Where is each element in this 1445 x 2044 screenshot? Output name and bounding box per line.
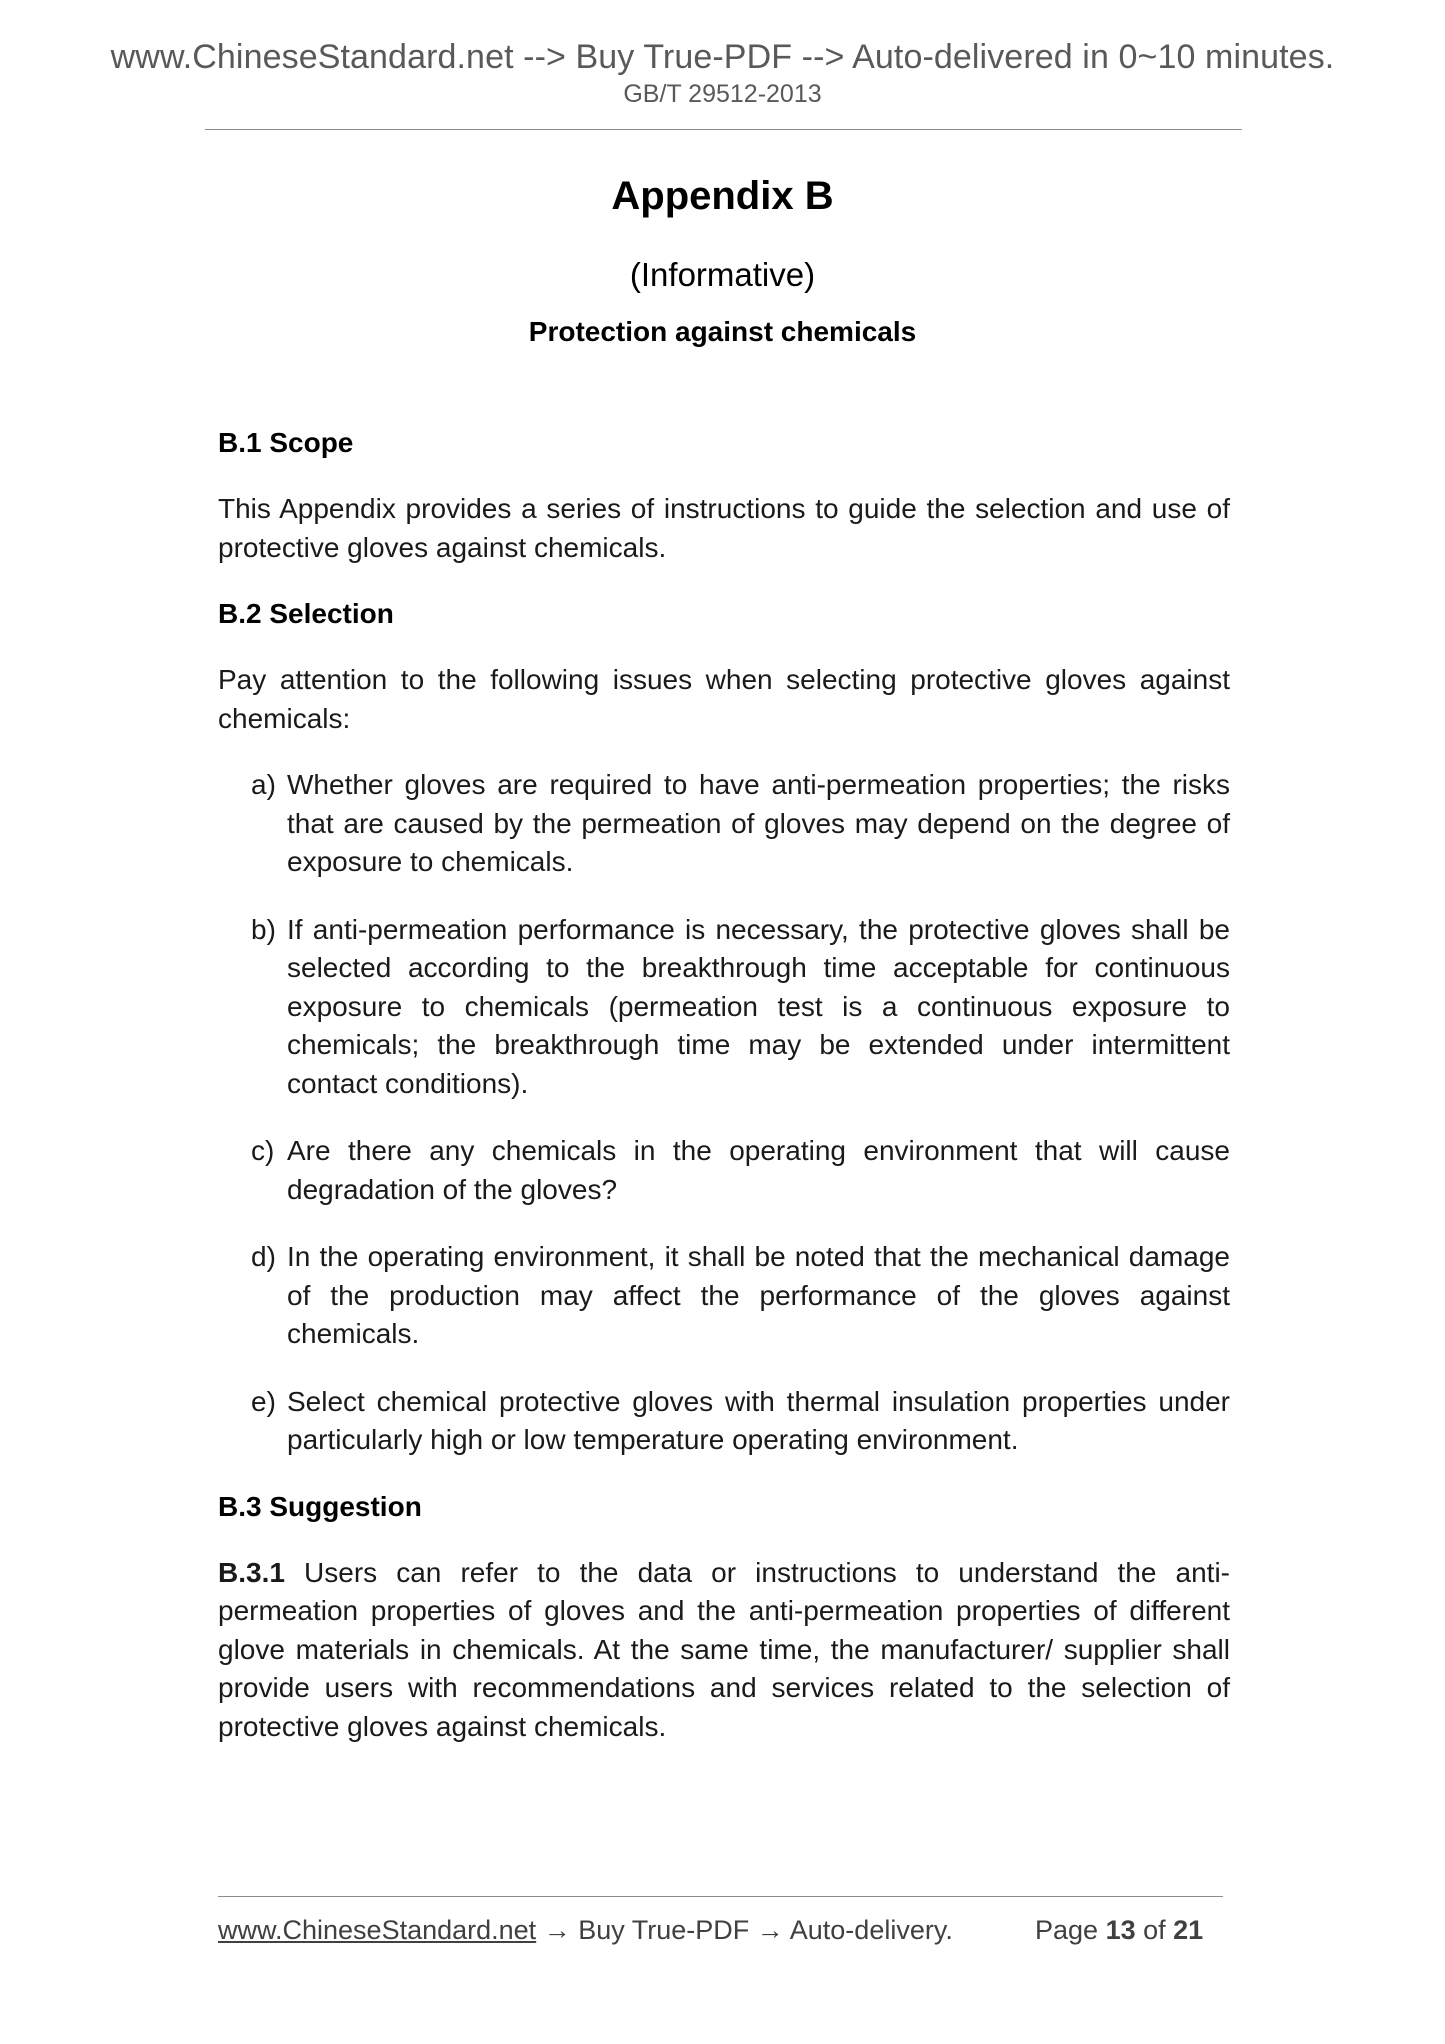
footer-arrow: → [749, 1915, 790, 1945]
list-item-text: If anti-permeation performance is necessary, the protective gloves shall be selected according to the breakthrough time acceptable for continuous exposure to chemicals (permeation test is a continuous exposure to chemicals; the breakthrough time may be extended under intermittent contact conditions). [287, 913, 1230, 1099]
page-number [1035, 1915, 1203, 1946]
footer-delivery-text: Auto-delivery. [789, 1915, 953, 1945]
list-item-marker: e) [251, 1385, 276, 1417]
list-item [218, 911, 1230, 1104]
list-item-text: Whether gloves are required to have anti-permeation properties; the risks that are caused by the permeation of gloves may depend on the degree of exposure to chemicals. [287, 769, 1230, 877]
clause-number: B.3.1 [218, 1556, 285, 1588]
appendix-type: (Informative) [629, 256, 816, 293]
list-item-marker: b) [251, 913, 276, 945]
section-heading-selection: B.2 Selection [218, 598, 394, 629]
footer-promo [218, 1915, 953, 1946]
document-code: GB/T 29512-2013 [623, 80, 822, 108]
list-item-text: Are there any chemicals in the operating environment that will cause degradation of the gloves? [287, 1135, 1230, 1205]
current-page: 13 [1105, 1915, 1136, 1945]
list-item [218, 1238, 1230, 1354]
section-heading-scope: B.1 Scope [218, 427, 354, 458]
footer-divider [218, 1896, 1223, 1897]
list-item [218, 766, 1230, 882]
footer-site-link[interactable]: www.ChineseStandard.net [218, 1915, 537, 1945]
of-label: of [1135, 1915, 1174, 1945]
list-item-text: Select chemical protective gloves with thermal insulation properties under particularly high or low temperature operating environment. [287, 1385, 1230, 1455]
section-heading-suggestion: B.3 Suggestion [218, 1490, 422, 1522]
header-divider [205, 129, 1242, 130]
list-item-marker: d) [251, 1241, 276, 1272]
suggestion-paragraph [218, 1554, 1230, 1747]
selection-intro-paragraph: Pay attention to the following issues when selecting protective gloves against chemicals: [218, 664, 1230, 734]
appendix-title: Appendix B [611, 174, 834, 218]
footer-arrow: → [536, 1915, 579, 1945]
total-pages: 21 [1173, 1915, 1204, 1945]
list-item-marker: a) [251, 769, 276, 800]
footer-buy-text: Buy True-PDF [578, 1915, 750, 1945]
scope-paragraph: This Appendix provides a series of instructions to guide the selection and use of protective gloves against chemicals. [218, 493, 1230, 563]
list-item [218, 1383, 1230, 1460]
header-banner: www.ChineseStandard.net --> Buy True-PDF --> Auto-delivered in 0~10 minutes. [110, 38, 1335, 76]
clause-text: Users can refer to the data or instructions to understand the anti-permeation properties of gloves and the anti-permeation properties of different glove materials in chemicals. At the same time, the manufacturer/ supplier shall provide users with recommendations and services related to the selection of protective gloves against chemicals. [218, 1556, 1230, 1742]
appendix-subtitle: Protection against chemicals [528, 316, 917, 347]
document-body [218, 424, 1230, 1774]
page-label: Page [1035, 1915, 1106, 1945]
list-item [218, 1132, 1230, 1209]
list-item-marker: c) [251, 1135, 275, 1166]
selection-list [218, 766, 1230, 1460]
list-item-text: In the operating environment, it shall be noted that the mechanical damage of the production may affect the performance of the gloves against chemicals. [287, 1241, 1230, 1349]
